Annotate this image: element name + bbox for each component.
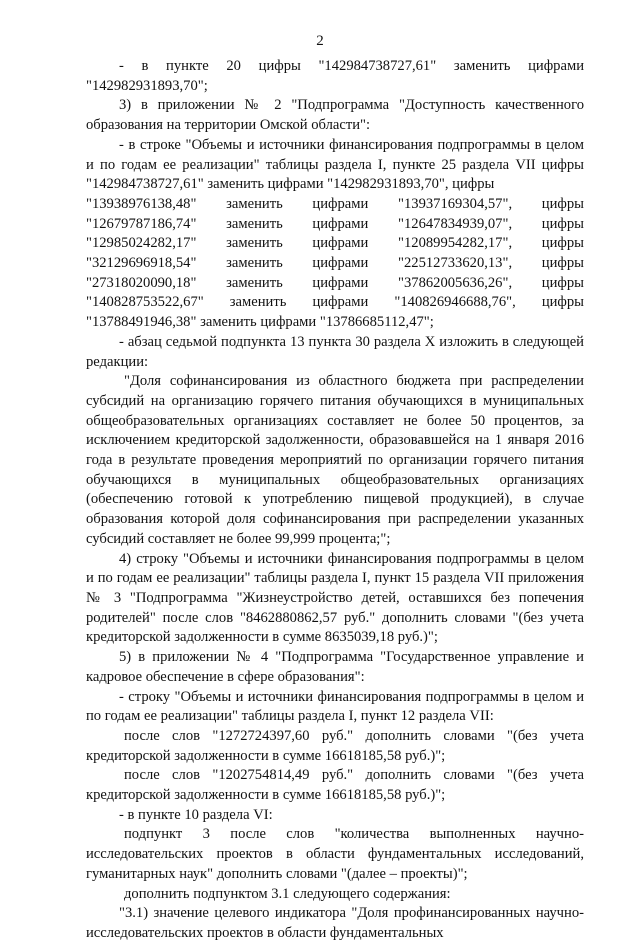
replace-verb: заменить xyxy=(226,215,283,232)
replace-word: цифрами xyxy=(312,274,369,291)
paragraph-last-replacement: "13788491946,38" заменить цифрами "13786685112,47"; xyxy=(86,314,434,331)
replace-verb: заменить xyxy=(226,274,283,291)
old-value: "27318020090,18" xyxy=(86,274,197,291)
replace-word: цифрами xyxy=(312,235,369,252)
new-value: "140826946688,76", xyxy=(394,294,516,311)
replace-word: цифрами xyxy=(312,195,369,212)
replace-verb: заменить xyxy=(226,195,283,212)
paragraph-quoted-text: "Доля софинансирования из областного бюджета при распределении субсидий на организацию горячего питания обучающихся в муниципальных общеобразовательных организациях составляет не более 50 процентов, за исключением кредиторской задолженности, образовавшейся на 1 января 2016 года в результате проведения мероприятий по организации горячего питания обучающихся в муниципальных общеобразовательных организациях (обеспечению готовой к употреблению пищевой продукцией), в случае образования которой доля софинансирования при распределении указанных субсидий составляет не более 99,999 процента;"; xyxy=(86,373,584,547)
replacement-row xyxy=(86,254,584,274)
paragraph-item-10: - в пункте 10 раздела VI: xyxy=(119,806,273,823)
tail-word: цифры xyxy=(541,294,584,311)
replace-word: цифрами xyxy=(312,255,369,272)
old-value: "32129696918,54" xyxy=(86,255,197,272)
tail-word: цифры xyxy=(541,235,584,252)
paragraph-add-subitem: дополнить подпунктом 3.1 следующего содержания: xyxy=(124,885,451,902)
new-value: "22512733620,13", xyxy=(398,255,513,272)
replacement-row xyxy=(86,293,584,313)
paragraph-after-words-2: после слов "1202754814,49 руб." дополнить словами "(без учета кредиторской задолженности в сумме 16618185,58 руб.)"; xyxy=(86,767,584,804)
paragraph-financing-row: - в строке "Объемы и источники финансирования подпрограммы в целом и по годам ее реализации" таблицы раздела I, пункте 25 раздела VII цифры "142984738727,61" заменить цифрами "142982931893,70", цифры xyxy=(86,136,584,193)
tail-word: цифры xyxy=(541,255,584,272)
paragraph-item-5: 5) в приложении № 4 "Подпрограмма "Государственное управление и кадровое обеспечение в сфере образования": xyxy=(86,649,584,685)
old-value: "12985024282,17" xyxy=(86,235,197,252)
new-value: "37862005636,26", xyxy=(398,274,513,291)
paragraph-appendix-2: 3) в приложении № 2 "Подпрограмма "Доступность качественного образования на территории Омской области": xyxy=(86,97,584,134)
old-value: "13938976138,48" xyxy=(86,195,197,212)
replacement-row xyxy=(86,195,584,215)
replacement-row xyxy=(86,215,584,235)
document-body xyxy=(86,57,584,944)
tail-word: цифры xyxy=(541,195,584,212)
tail-word: цифры xyxy=(541,274,584,291)
page-number: 2 xyxy=(316,33,324,49)
paragraph-abzac-seventh: - абзац седьмой подпункта 13 пункта 30 раздела X изложить в следующей редакции: xyxy=(86,333,584,370)
replace-verb: заменить xyxy=(226,235,283,252)
old-value: "140828753522,67" xyxy=(86,294,204,311)
paragraph-subitem-3: подпункт 3 после слов "количества выполненных научно-исследовательских проектов в области фундаментальных исследований, гуманитарных наук" дополнить словами "(далее – проекты)"; xyxy=(86,826,584,882)
paragraph-subitem-3-1: "3.1) значение целевого индикатора "Доля профинансированных научно-исследовательских проектов в области фундаментальных xyxy=(86,905,584,941)
new-value: "12089954282,17", xyxy=(398,235,513,252)
paragraph-item-4: 4) строку "Объемы и источники финансирования подпрограммы в целом и по годам ее реализации" таблицы раздела I, пункт 15 раздела VII приложения № 3 "Подпрограмма "Жизнеустройство детей, оставшихся без попечения родителей" после слов "8462880862,57 руб." дополнить словами "(без учета кредиторской задолженности в сумме 8635039,18 руб.)"; xyxy=(86,550,584,646)
new-value: "12647834939,07", xyxy=(398,215,513,232)
replacement-row xyxy=(86,234,584,254)
new-value: "13937169304,57", xyxy=(398,195,513,212)
old-value: "12679787186,74" xyxy=(86,215,197,232)
replacement-row xyxy=(86,274,584,294)
replace-word: цифрами xyxy=(312,215,369,232)
paragraph-financing-row-2: - строку "Объемы и источники финансирования подпрограммы в целом и по годам ее реализации" таблицы раздела I, пункт 12 раздела VII: xyxy=(86,688,584,725)
paragraph-item-20: - в пункте 20 цифры "142984738727,61" заменить цифрами "142982931893,70"; xyxy=(86,58,584,94)
paragraph-after-words-1: после слов "1272724397,60 руб." дополнить словами "(без учета кредиторской задолженности в сумме 16618185,58 руб.)"; xyxy=(86,727,584,764)
replace-verb: заменить xyxy=(226,255,283,272)
replace-verb: заменить xyxy=(229,294,287,311)
replace-word: цифрами xyxy=(312,294,369,311)
tail-word: цифры xyxy=(541,215,584,232)
